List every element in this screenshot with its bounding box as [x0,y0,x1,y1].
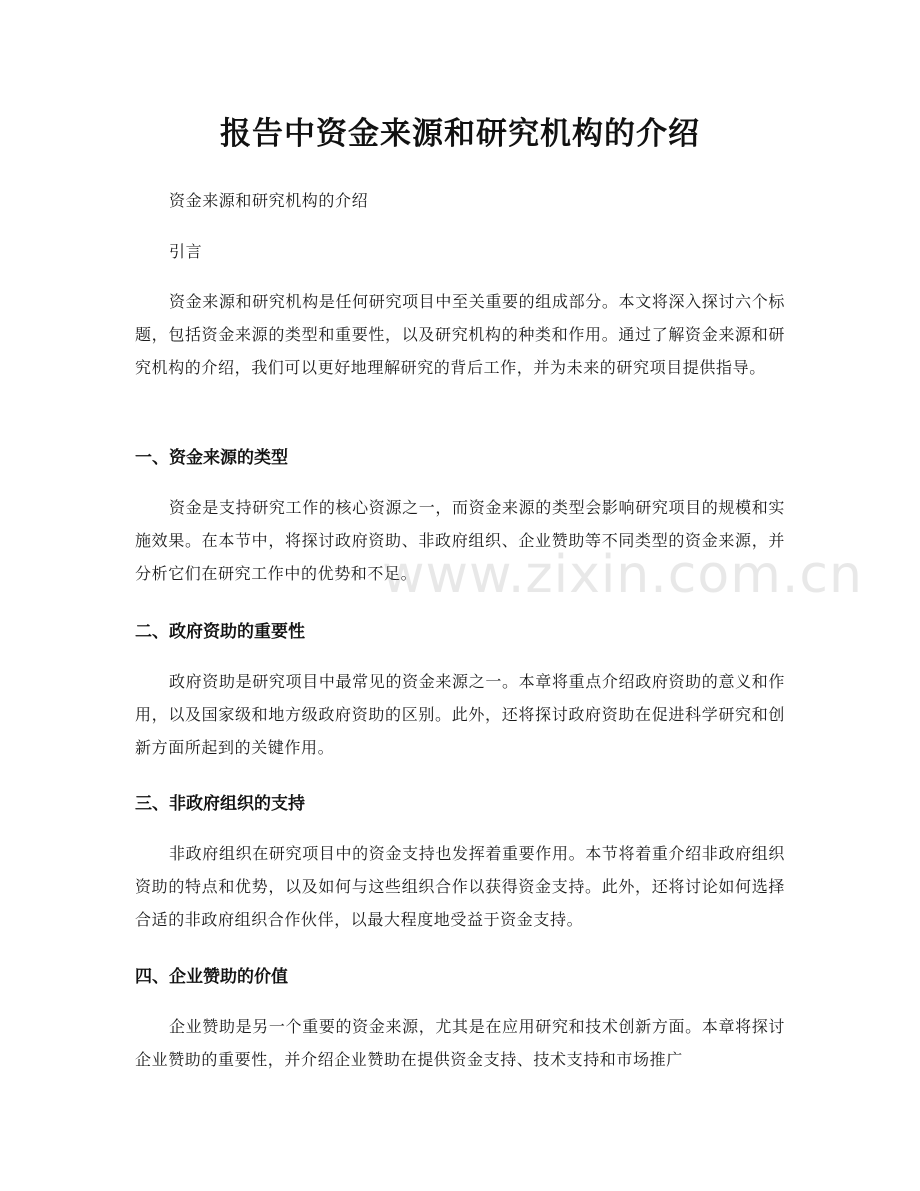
intro-heading: 引言 [169,242,203,261]
section-heading-1: 一、资金来源的类型 [135,448,288,468]
section-paragraph-1: 资金是支持研究工作的核心资源之一，而资金来源的类型会影响研究项目的规模和实施效果。在本节中，将探讨政府资助、非政府组织、企业赞助等不同类型的资金来源，并分析它们在研究工作中的优势和不足。 [135,498,785,583]
section-heading-3: 三、非政府组织的支持 [135,794,305,814]
section-paragraph-2: 政府资助是研究项目中最常见的资金来源之一。本章将重点介绍政府资助的意义和作用，以及国家级和地方级政府资助的区别。此外，还将探讨政府资助在促进科学研究和创新方面所起到的关键作用。 [135,672,785,757]
section-heading-2: 二、政府资助的重要性 [135,622,305,642]
section-heading-4: 四、企业赞助的价值 [135,967,288,987]
section-paragraph-4: 企业赞助是另一个重要的资金来源，尤其是在应用研究和技术创新方面。本章将探讨企业赞助的重要性，并介绍企业赞助在提供资金支持、技术支持和市场推广 [135,1017,785,1069]
watermark: www.zixin.com.cn [382,545,863,605]
document-title: 报告中资金来源和研究机构的介绍 [220,116,700,152]
document-subtitle: 资金来源和研究机构的介绍 [169,191,369,210]
intro-paragraph: 资金来源和研究机构是任何研究项目中至关重要的组成部分。本文将深入探讨六个标题，包括资金来源的类型和重要性，以及研究机构的种类和作用。通过了解资金来源和研究机构的介绍，我们可以更好地理解研究的背后工作，并为未来的研究项目提供指导。 [135,292,785,377]
section-paragraph-3: 非政府组织在研究项目中的资金支持也发挥着重要作用。本节将着重介绍非政府组织资助的特点和优势，以及如何与这些组织合作以获得资金支持。此外，还将讨论如何选择合适的非政府组织合作伙伴，以最大程度地受益于资金支持。 [135,844,785,929]
